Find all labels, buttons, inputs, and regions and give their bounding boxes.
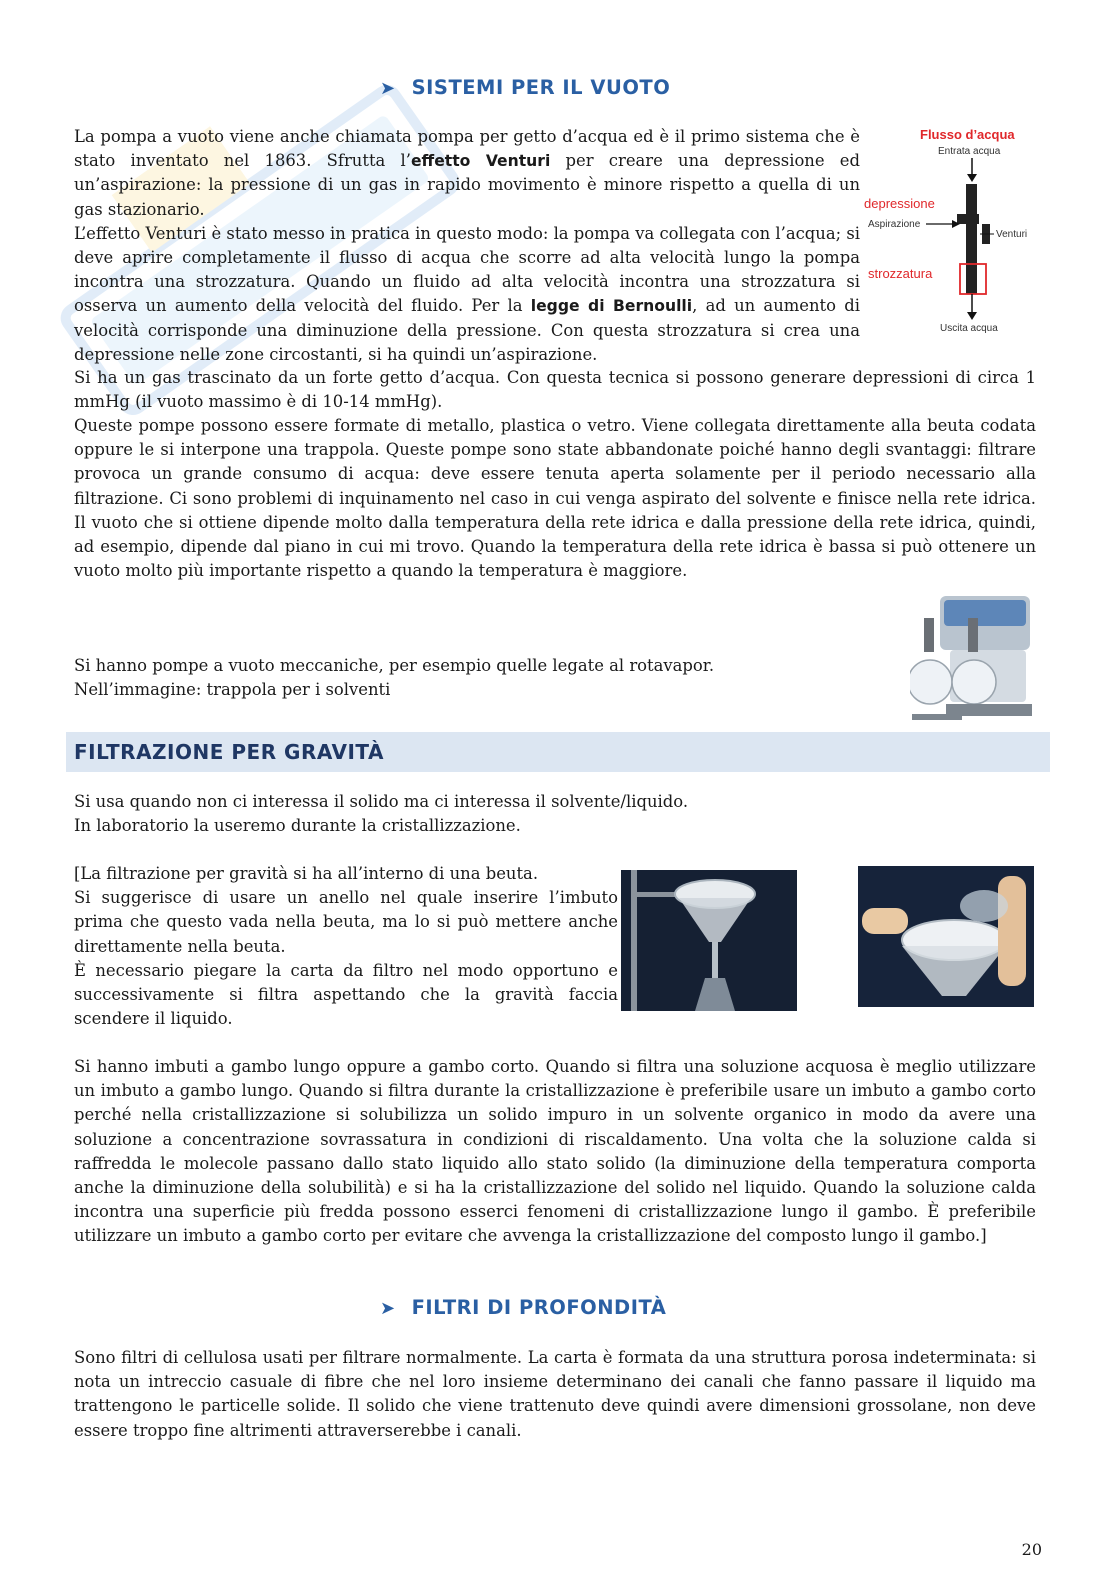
paragraph-gas-trascinato	[74, 366, 1036, 414]
bernoulli-term: legge di Bernoulli	[530, 297, 693, 316]
diagram-inlet-label: Entrata acqua	[938, 146, 1001, 157]
diagram-depression-label: depressione	[864, 196, 935, 211]
paragraph-uso-gravita	[74, 790, 874, 838]
paragraph-pompa-vuoto	[74, 125, 860, 367]
paragraph-line: In laboratorio la useremo durante la cristallizzazione.	[74, 816, 521, 836]
arrow-right-icon: ➤	[380, 78, 396, 99]
paragraph-text: Queste pompe possono essere formate di metallo, plastica o vetro. Viene collegata direttamente alla beuta codata oppure le si interpone una trappola. Queste pompe sono state abbandonate poiché hanno degli svantaggi: filtrare provoca un grande consumo di acqua: deve essere tenuta aperta solamente per il periodo necessario alla filtrazione. Ci sono problemi di inquinamento nel caso in cui venga aspirato del solvente e finisce nella rete idrica. Il vuoto che si ottiene dipende molto dalla temperatura della rete idrica e dalla pressione della rete idrica, quindi, ad esempio, dipende dal piano in cui mi trovo. Quando la temperatura della rete idrica è bassa si può ottenere un vuoto molto più importante rispetto a quando la temperatura è maggiore.	[74, 416, 1036, 581]
venturi-diagram	[862, 124, 1038, 338]
text-run: L’effetto Venturi è stato messo in pratica in questo modo: la pompa va collegata con l’acqua; si deve aprire completamente il flusso di acqua che scorre ad alta velocità lungo la pompa incontra una strozzatura. Quando un fluido ad alta velocità incontra una strozzatura si osserva un aumento della velocità del fluido. Per la	[74, 223, 860, 316]
venturi-text	[74, 222, 860, 367]
paragraph-line: È necessario piegare la carta da filtro nel modo opportuno e successivamente si filtra aspettando che la gravità faccia scendere il liquido.	[74, 960, 618, 1029]
heading-filtri-profondita	[380, 1296, 666, 1319]
text-run: La pompa a vuoto viene anche chiamata pompa per getto d’acqua ed è il primo sistema che è stato inventato nel 1863. Sfrutta l’	[74, 127, 860, 171]
paragraph-filtri-cellulosa	[74, 1346, 1036, 1443]
pump-body	[966, 184, 977, 294]
paragraph-materiali-pompe	[74, 414, 1036, 583]
paragraph-beuta	[74, 862, 618, 1031]
paragraph-line: [La filtrazione per gravità si ha all’interno di una beuta.	[74, 864, 539, 883]
paragraph-line: Si usa quando non ci interessa il solido ma ci interessa il solvente/liquido.	[74, 792, 689, 811]
heading-sistemi-vuoto	[380, 76, 670, 99]
heading-filtrazione-gravita: FILTRAZIONE PER GRAVITÀ	[74, 740, 384, 764]
diagram-venturi-label: Venturi	[996, 229, 1028, 240]
heading-text: FILTRI DI PROFONDITÀ	[411, 1296, 667, 1319]
paragraph-text: Sono filtri di cellulosa usati per filtrare normalmente. La carta è formata da una struttura porosa indeterminata: si nota un intreccio casuale di fibre che nel loro insieme determinano dei canali che fanno passare il liquido ma trattengono le particelle solide. Il solido che viene trattenuto deve quindi avere dimensioni grossolane, non deve essere troppo fine altrimenti attraverserebbe i canali.	[74, 1348, 1036, 1440]
effetto-venturi-term: effetto Venturi	[410, 152, 551, 171]
heading-text: SISTEMI PER IL VUOTO	[411, 76, 671, 99]
paragraph-imbuti	[74, 1055, 1036, 1249]
paragraph-line: Si suggerisce di usare un anello nel quale inserire l’imbuto prima che questo vada nella beuta, ma lo si può mettere anche direttamente nella beuta.	[74, 888, 618, 956]
paragraph-text: Si ha un gas trascinato da un forte getto d’acqua. Con questa tecnica si possono generare depressioni di circa 1 mmHg (il vuoto massimo è di 10-14 mmHg).	[74, 368, 1036, 412]
text-run: , ad un aumento di velocità corrisponde una diminuzione della pressione. Con questa strozzatura si crea una depressione nelle zone circostanti, si ha quindi un’aspirazione.	[74, 296, 860, 364]
paragraph-pompe-meccaniche	[74, 654, 874, 702]
intro-text	[74, 125, 860, 222]
section-banner-gravita	[66, 732, 1050, 772]
filter-pouring-photo	[858, 866, 1034, 1007]
diagram-constriction-label: strozzatura	[868, 266, 933, 281]
paragraph-line: Nell’immagine: trappola per i solventi	[74, 680, 391, 700]
funnel-ring-photo	[621, 870, 797, 1011]
diagram-suction-label: Aspirazione	[868, 219, 921, 230]
vacuum-pump-image	[910, 590, 1036, 722]
diagram-title: Flusso d’acqua	[920, 127, 1015, 142]
diagram-outlet-label: Uscita acqua	[940, 323, 998, 334]
text-run: per creare una depressione ed un’aspirazione: la pressione di un gas in rapido movimento è minore rispetto a quella di un gas stazionario.	[74, 151, 860, 219]
page-number: 20	[1021, 1540, 1042, 1559]
paragraph-line: Si hanno pompe a vuoto meccaniche, per esempio quelle legate al rotavapor.	[74, 656, 715, 675]
arrow-right-icon: ➤	[380, 1298, 396, 1319]
paragraph-text: Si hanno imbuti a gambo lungo oppure a gambo corto. Quando si filtra una soluzione acquosa è meglio utilizzare un imbuto a gambo lungo. Quando si filtra durante la cristallizzazione è preferibile usare un imbuto a gambo corto perché nella cristallizzazione si solubilizza un solido impuro in un solvente organico in modo da avere una soluzione a concentrazione sovrassatura in condizioni di riscaldamento. Una volta che la soluzione calda si raffredda le molecole passano dallo stato liquido allo stato solido (la diminuzione della temperatura comporta anche la diminuzione della solubilità) e si ha la cristallizzazione del solido nel liquido. Quando la soluzione calda incontra una superficie più fredda possono esserci fenomeni di cristallizzazione lungo il gambo. È preferibile utilizzare un imbuto a gambo corto per evitare che avvenga la cristallizzazione del composto lungo il gambo.]	[74, 1057, 1036, 1246]
